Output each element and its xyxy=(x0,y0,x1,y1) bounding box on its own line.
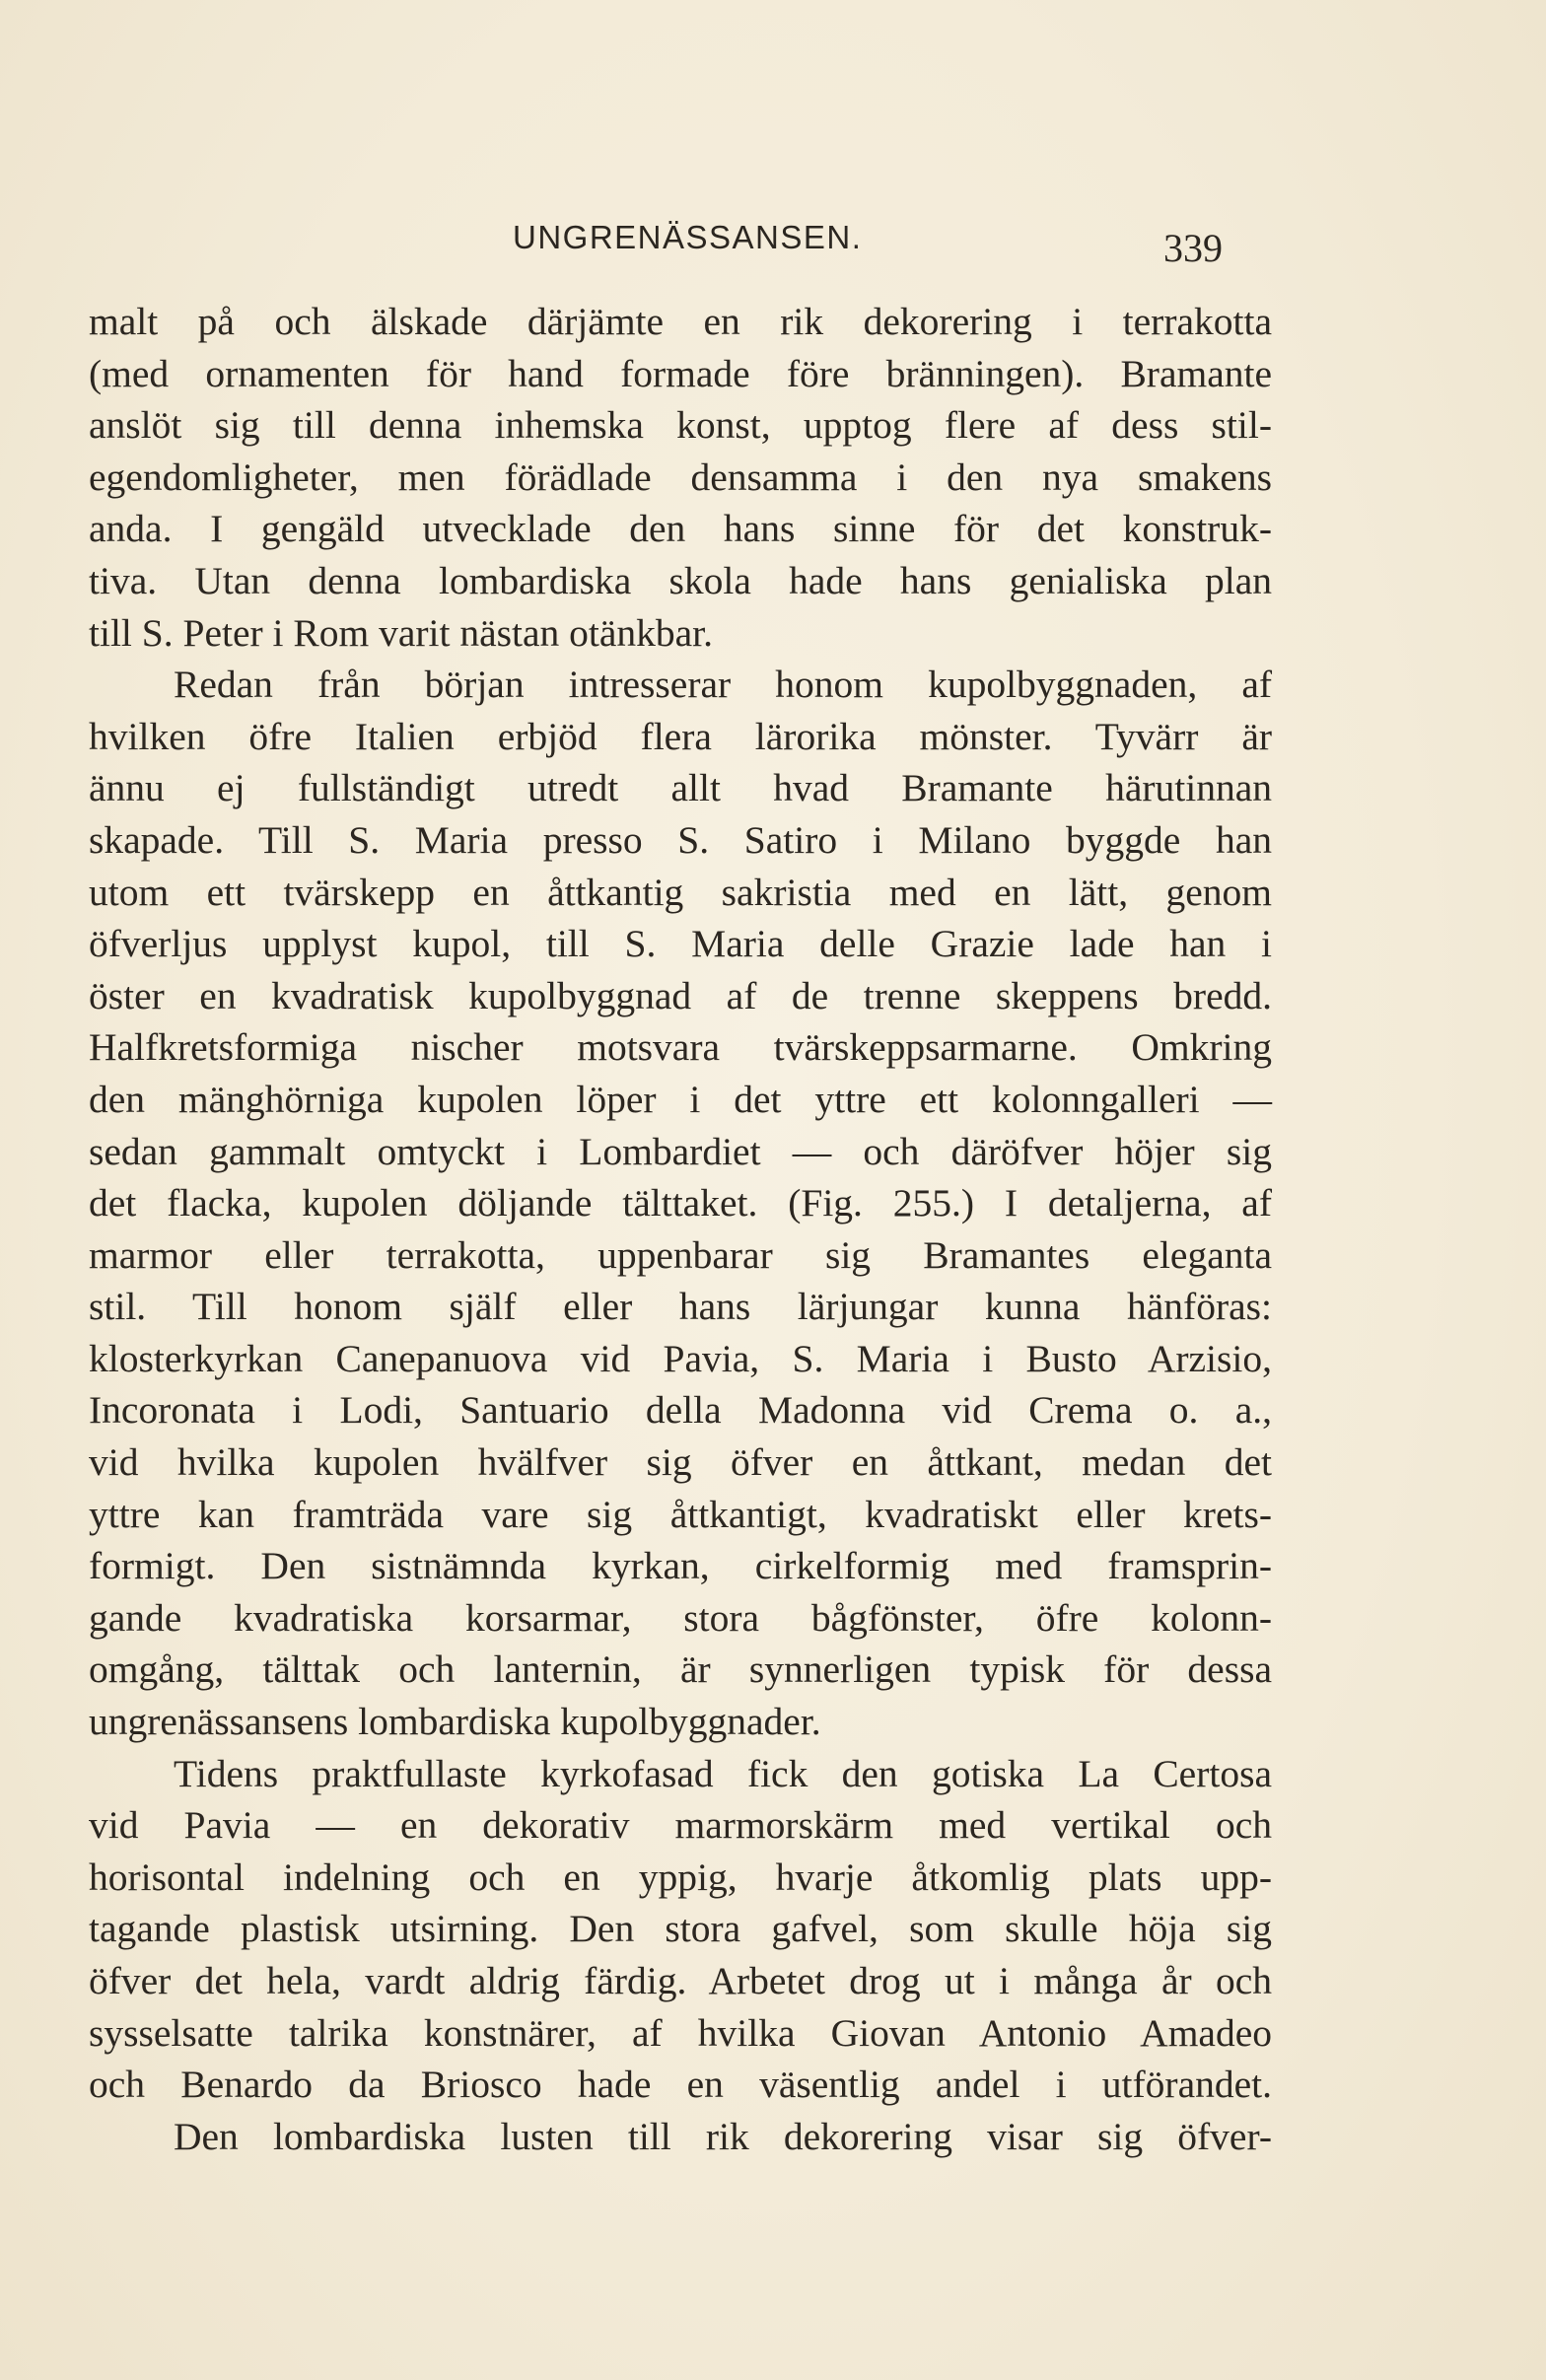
text-line: anda. I gengäld utvecklade den hans sinne för det konstruk- xyxy=(89,507,1272,551)
text-line: sysselsatte talrika konstnärer, af hvilka Giovan Antonio Amadeo xyxy=(89,2010,1272,2055)
text-line: ännu ej fullständigt utredt allt hvad Bramante härutinnan xyxy=(89,766,1272,810)
text-line: det flacka, kupolen döljande tälttaket. (Fig. 255.) I detaljerna, af xyxy=(89,1181,1272,1225)
text-line: malt på och älskade därjämte en rik dekorering i terrakotta xyxy=(89,300,1272,343)
text-line: vid Pavia — en dekorativ marmorskärm med vertikal och xyxy=(89,1803,1272,1848)
text-line: omgång, tälttak och lanternin, är synnerligen typisk för dessa xyxy=(89,1647,1272,1692)
body-text xyxy=(89,296,1272,2162)
text-line: hvilken öfre Italien erbjöd flera lärorika mönster. Tyvärr är xyxy=(89,714,1272,758)
text-line: och Benardo da Briosco hade en väsentlig andel i utförandet. xyxy=(89,2063,1272,2107)
text-line: Halfkretsformiga nischer motsvara tvärskeppsarmarne. Omkring xyxy=(89,1025,1272,1070)
text-line: till S. Peter i Rom varit nästan otänkbar. xyxy=(89,610,714,655)
text-line: sedan gammalt omtyckt i Lombardiet — och däröfver höjer sig xyxy=(89,1129,1272,1173)
text-line: (med ornamenten för hand formade före bränningen). Bramante xyxy=(89,351,1272,395)
text-line: den mänghörniga kupolen löper i det yttre ett kolonngalleri — xyxy=(89,1077,1272,1121)
text-line: tiva. Utan denna lombardiska skola hade hans genialiska plan xyxy=(89,558,1272,602)
text-line: yttre kan framträda vare sig åttkantigt, kvadratiskt eller krets- xyxy=(89,1492,1272,1536)
text-line: Incoronata i Lodi, Santuario della Madonna vid Crema o. a., xyxy=(89,1388,1272,1433)
text-line: klosterkyrkan Canepanuova vid Pavia, S. Maria i Busto Arzisio, xyxy=(89,1336,1272,1380)
page-number: 339 xyxy=(1163,226,1223,270)
text-line: ungrenässansens lombardiska kupolbyggnader. xyxy=(89,1700,821,1744)
text-line: Redan från början intresserar honom kupolbyggnaden, af xyxy=(174,663,1272,707)
text-line: öfverljus upplyst kupol, till S. Maria delle Grazie lade han i xyxy=(89,922,1272,966)
text-line: Den lombardiska lusten till rik dekorering visar sig öfver- xyxy=(174,2114,1272,2158)
text-line: gande kvadratiska korsarmar, stora bågfönster, öfre kolonn- xyxy=(89,1595,1272,1640)
text-line: Tidens praktfullaste kyrkofasad fick den gotiska La Certosa xyxy=(174,1751,1272,1795)
text-line: egendomligheter, men förädlade densamma i den nya smakens xyxy=(89,455,1272,499)
text-line: stil. Till honom själf eller hans lärjungar kunna hänföras: xyxy=(89,1285,1272,1329)
running-title: UNGRENÄSSANSEN. xyxy=(513,219,863,255)
page-header xyxy=(0,219,1546,278)
text-line: formigt. Den sistnämnda kyrkan, cirkelformig med framsprin- xyxy=(89,1544,1272,1588)
text-line: anslöt sig till denna inhemska konst, upptog flere af dess stil- xyxy=(89,403,1272,448)
text-line: utom ett tvärskepp en åttkantig sakristia med en lätt, genom xyxy=(89,870,1272,914)
text-line: horisontal indelning och en yppig, hvarje åtkomlig plats upp- xyxy=(89,1855,1272,1899)
text-line: skapade. Till S. Maria presso S. Satiro i Milano byggde han xyxy=(89,817,1272,862)
text-line: öster en kvadratisk kupolbyggnad af de trenne skeppens bredd. xyxy=(89,973,1272,1017)
text-line: tagande plastisk utsirning. Den stora gafvel, som skulle höja sig xyxy=(89,1907,1272,1951)
text-line: vid hvilka kupolen hvälfver sig öfver en åttkant, medan det xyxy=(89,1440,1272,1485)
text-line: öfver det hela, vardt aldrig färdig. Arbetet drog ut i många år och xyxy=(89,1959,1272,2002)
text-line: marmor eller terrakotta, uppenbarar sig Bramantes eleganta xyxy=(89,1232,1272,1277)
